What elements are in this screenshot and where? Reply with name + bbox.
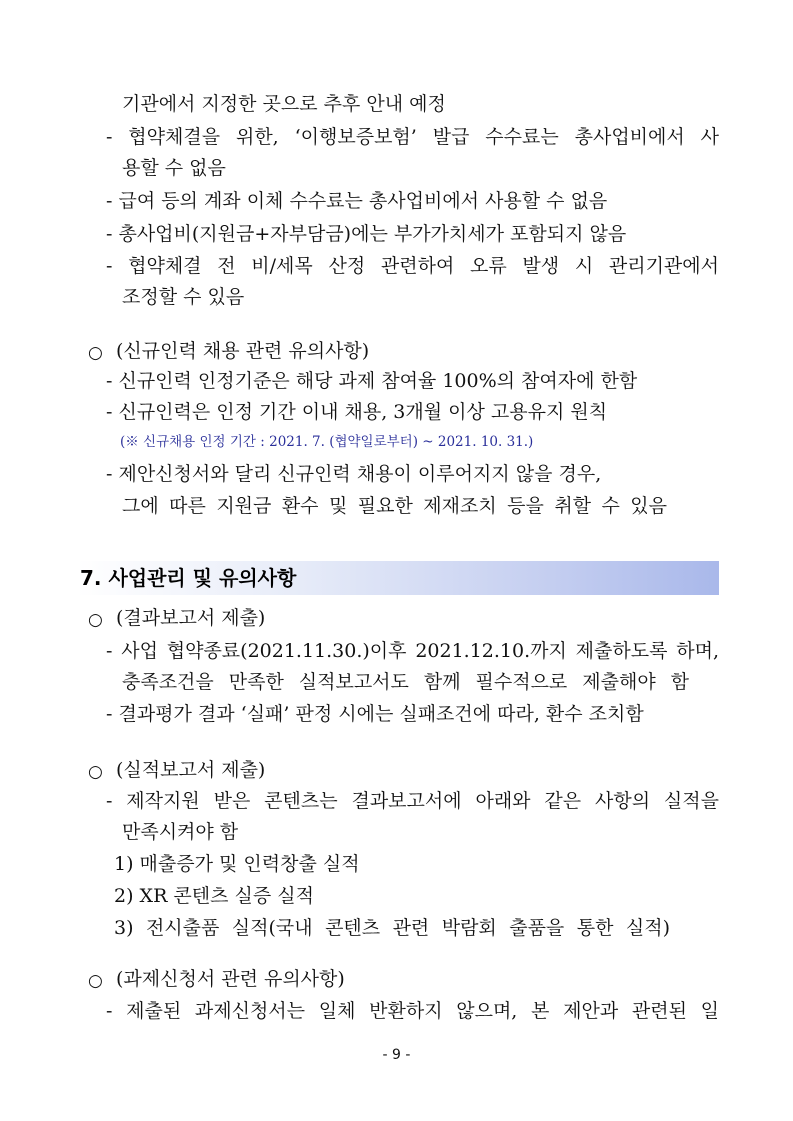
text-line: 용할 수 없음 — [122, 157, 226, 179]
text-line: - 제작지원 받은 콘텐츠는 결과보고서에 아래와 같은 사항의 실적을 — [106, 790, 719, 812]
text-line: - 결과평가 결과 ‘실패’ 판정 시에는 실패조건에 따라, 환수 조치함 — [106, 703, 644, 725]
section-label: (실적보고서 제출) — [116, 759, 266, 781]
section-label: (과제신청서 관련 유의사항) — [116, 968, 345, 990]
bullet-circle: ○ — [88, 971, 103, 991]
text-line: - 급여 등의 계좌 이체 수수료는 총사업비에서 사용할 수 없음 — [106, 190, 608, 212]
text-line: - 총사업비(지원금+자부담금)에는 부가가치세가 포함되지 않음 — [106, 223, 627, 245]
section-heading-text: 7. 사업관리 및 유의사항 — [80, 566, 297, 590]
section-label: (결과보고서 제출) — [116, 607, 266, 629]
note-line: (※ 신규채용 인정 기간 : 2021. 7. (협약일로부터) ~ 2021. 10. 31.) — [120, 434, 534, 450]
text-line: - 제출된 과제신청서는 일체 반환하지 않으며, 본 제안과 관련된 일 — [106, 1000, 719, 1022]
list-item: 3) 전시출품 실적(국내 콘텐츠 관련 박람회 출품을 통한 실적) — [114, 917, 670, 939]
section-heading — [77, 561, 719, 595]
text-line: - 신규인력은 인정 기간 이내 채용, 3개월 이상 고용유지 원칙 — [106, 401, 608, 423]
page-number: - 9 - — [382, 1047, 411, 1063]
text-line: - 신규인력 인정기준은 해당 과제 참여율 100%의 참여자에 한함 — [106, 370, 638, 392]
bullet-circle: ○ — [88, 610, 103, 630]
text-line: - 제안신청서와 달리 신규인력 채용이 이루어지지 않을 경우, — [106, 463, 602, 485]
list-item: 2) XR 콘텐츠 실증 실적 — [114, 885, 314, 907]
list-item: 1) 매출증가 및 인력창출 실적 — [114, 853, 360, 875]
text-line: 조정할 수 있음 — [122, 286, 245, 308]
bullet-circle: ○ — [88, 343, 103, 363]
text-line: 만족시켜야 함 — [122, 821, 239, 843]
text-line: - 협약체결 전 비/세목 산정 관련하여 오류 발생 시 관리기관에서 — [106, 255, 719, 277]
text-line: 기관에서 지정한 곳으로 추후 안내 예정 — [122, 93, 446, 115]
bullet-circle: ○ — [88, 762, 103, 782]
text-line: 그에 따른 지원금 환수 및 필요한 제재조치 등을 취할 수 있음 — [122, 495, 667, 517]
text-line: 충족조건을 만족한 실적보고서도 함께 필수적으로 제출해야 함 — [122, 671, 689, 693]
text-line: - 사업 협약종료(2021.11.30.)이후 2021.12.10.까지 제출하도록 하며, — [106, 640, 719, 662]
section-label: (신규인력 채용 관련 유의사항) — [116, 340, 370, 362]
text-line: - 협약체결을 위한, ‘이행보증보험’ 발급 수수료는 총사업비에서 사 — [106, 126, 719, 148]
